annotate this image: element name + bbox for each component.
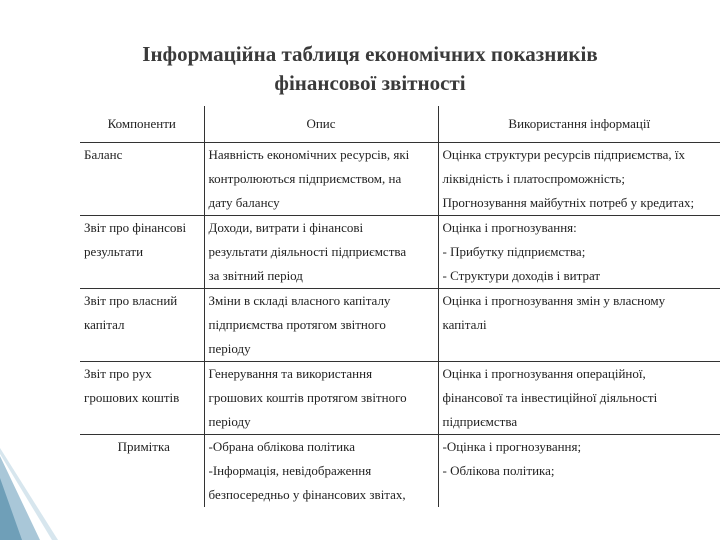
cell-line: фінансової та інвестиційної діяльності [442, 390, 658, 405]
cell-line: Зміни в складі власного капіталу [208, 293, 391, 308]
cell-line: - Структури доходів і витрат [442, 268, 601, 283]
cell-line: Доходи, витрати і фінансові [208, 220, 364, 235]
cell-component [80, 143, 204, 216]
cell-usage [438, 435, 720, 508]
cell-description [204, 362, 438, 435]
cell-usage [438, 216, 720, 289]
cell-line: Примітка [117, 439, 170, 454]
cell-description [204, 143, 438, 216]
cell-line: Звіт про фінансові [84, 220, 187, 235]
title-line-1: Інформаційна таблиця економічних показників [142, 42, 598, 66]
table-header-row [80, 106, 720, 143]
table-row [80, 143, 720, 216]
cell-component [80, 216, 204, 289]
cell-line: Баланс [84, 147, 123, 162]
cell-description [204, 216, 438, 289]
cell-line: - Прибутку підприємства; [442, 244, 586, 259]
cell-line: Оцінка і прогнозування операційної, [442, 366, 646, 381]
table-row [80, 216, 720, 289]
cell-description [204, 435, 438, 508]
cell-line: -Обрана облікова політика [208, 439, 356, 454]
column-header-usage: Використання інформації [438, 106, 720, 143]
cell-usage [438, 362, 720, 435]
cell-usage [438, 143, 720, 216]
cell-line: Оцінка структури ресурсів підприємства, їх [442, 147, 686, 162]
cell-line: -Інформація, невідображення [208, 463, 372, 478]
cell-line: за звітний період [208, 268, 303, 283]
cell-line: грошових коштів протягом звітного [208, 390, 407, 405]
cell-line: Прогнозування майбутніх потреб у кредитах; [442, 195, 695, 210]
cell-line: результати [84, 244, 144, 259]
column-header-description: Опис [204, 106, 438, 143]
cell-line: капіталі [442, 317, 487, 332]
cell-line: Звіт про рух [84, 366, 152, 381]
cell-line: періоду [208, 414, 251, 429]
cell-line: контролюються підприємством, на [208, 171, 402, 186]
cell-description [204, 289, 438, 362]
table-row [80, 362, 720, 435]
column-header-components: Компоненти [107, 116, 176, 131]
table-row [80, 289, 720, 362]
cell-line: періоду [208, 341, 251, 356]
cell-line: Оцінка і прогнозування змін у власному [442, 293, 666, 308]
cell-component [80, 435, 204, 508]
cell-line: Оцінка і прогнозування: [442, 220, 577, 235]
cell-line: Наявність економічних ресурсів, які [208, 147, 410, 162]
corner-decoration [0, 448, 60, 540]
cell-component [80, 289, 204, 362]
title-line-2: фінансової звітності [274, 71, 466, 95]
cell-line: Генерування та використання [208, 366, 373, 381]
table-row [80, 435, 720, 508]
cell-line: результати діяльності підприємства [208, 244, 407, 259]
cell-line: підприємства протягом звітного [208, 317, 386, 332]
cell-line: - Облікова політика; [442, 463, 555, 478]
cell-usage [438, 289, 720, 362]
cell-line: -Оцінка і прогнозування; [442, 439, 582, 454]
cell-line: дату балансу [208, 195, 280, 210]
cell-line: грошових коштів [84, 390, 180, 405]
cell-line: ліквідність і платоспроможність; [442, 171, 625, 186]
cell-component [80, 362, 204, 435]
cell-line: підприємства [442, 414, 518, 429]
page-title [60, 40, 680, 98]
cell-line: Звіт про власний [84, 293, 178, 308]
cell-line: безпосередньо у фінансових звітах, [208, 487, 406, 502]
indicators-table [80, 106, 720, 507]
cell-line: капітал [84, 317, 125, 332]
